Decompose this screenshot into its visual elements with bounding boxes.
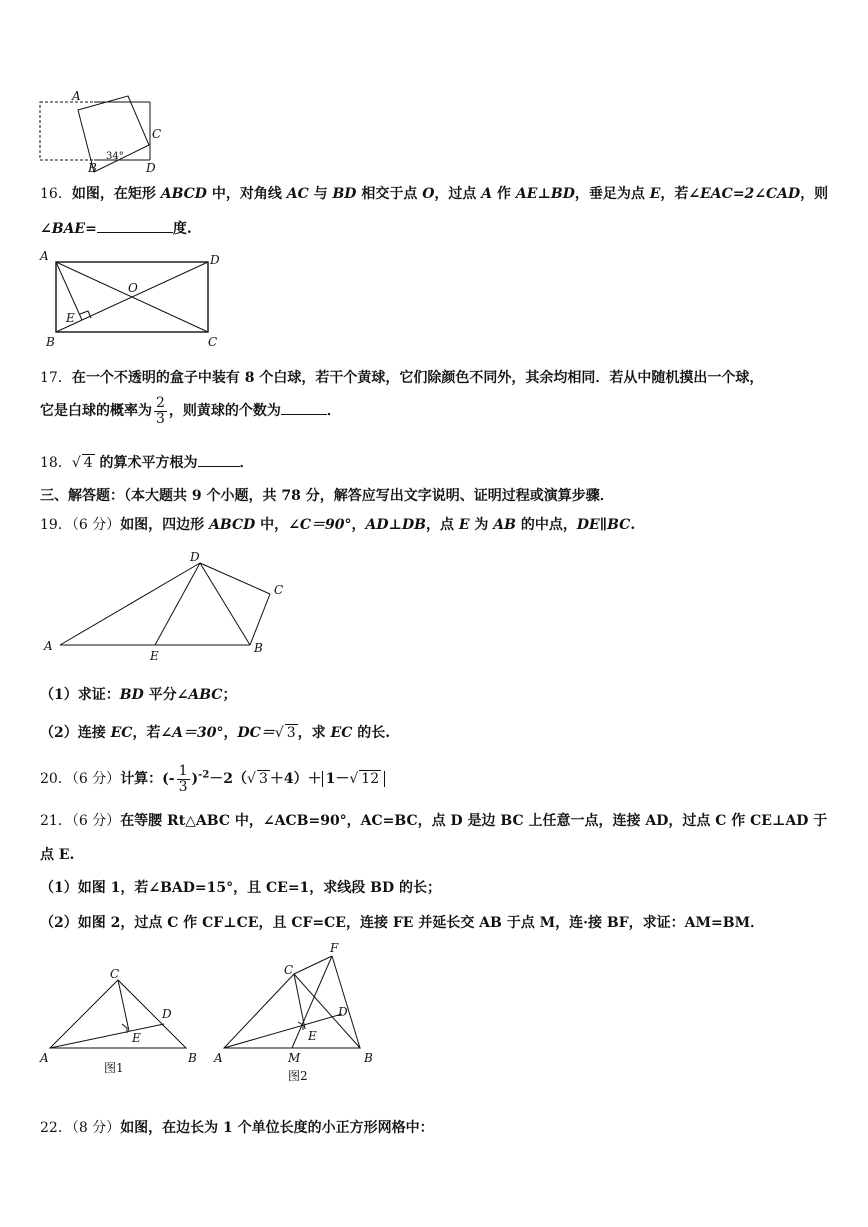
fig16-label-c: C bbox=[208, 335, 218, 349]
q16-bd: BD bbox=[332, 186, 357, 202]
q17-fraction bbox=[154, 396, 167, 426]
fig21a-label-b: B bbox=[188, 1051, 197, 1065]
q16-ac: AC bbox=[286, 186, 309, 202]
q19-s2-radicand: 3 bbox=[286, 725, 296, 741]
fig19-label-c: C bbox=[274, 583, 284, 597]
fig15-label-b: B bbox=[88, 161, 97, 175]
fig21b-segment-cf bbox=[294, 956, 332, 974]
q18-answer-blank[interactable] bbox=[198, 452, 240, 467]
q19-abcd: ABCD bbox=[209, 517, 256, 533]
fig21b-segment-fb bbox=[332, 956, 360, 1048]
q16-a: A bbox=[481, 186, 493, 202]
fig21b-label-a: A bbox=[214, 1051, 223, 1065]
fig19-segment-de bbox=[155, 563, 200, 645]
q19-s2-dc: DC＝ bbox=[237, 725, 275, 741]
fig21b-segment-ad bbox=[224, 1014, 342, 1048]
q17-frac-numerator: 2 bbox=[156, 395, 165, 411]
q17-text-3: ，则黄球的个数为 bbox=[168, 403, 281, 420]
fig16-label-b: B bbox=[46, 335, 55, 349]
q22-number: 22． bbox=[40, 1120, 72, 1136]
fig19-segment-db bbox=[200, 563, 250, 645]
figure-16 bbox=[36, 248, 226, 350]
q19-s2-ec-2: EC bbox=[330, 725, 353, 741]
q17-end: ． bbox=[326, 403, 341, 420]
q16-abcd: ABCD bbox=[160, 186, 207, 202]
q20-radicand-2: 12 bbox=[361, 771, 380, 788]
q20-number: 20． bbox=[40, 771, 72, 788]
q16-condition: ∠EAC=2∠CAD bbox=[688, 186, 801, 202]
fig21b-label-c: C bbox=[284, 963, 294, 977]
figure-21-2 bbox=[210, 936, 390, 1084]
q16-text-3: 与 bbox=[308, 186, 333, 202]
section-3-heading: 三、解答题：（本大题共 9 个小题，共 78 分，解答应写出文字说明、证明过程或演算步骤． bbox=[40, 488, 614, 504]
q20-score: （6 分） bbox=[71, 771, 121, 788]
q16-number: 16． bbox=[40, 186, 72, 202]
figure-19 bbox=[40, 548, 300, 664]
q16-text-4: 相交于点 bbox=[356, 186, 423, 202]
fig21b-label-b: B bbox=[364, 1051, 373, 1065]
q16-text-5: ，过点 bbox=[434, 186, 482, 202]
fig21b-label-f: F bbox=[330, 941, 339, 955]
q21-subquestion-2: （2）如图 2，过点 C 作 CF⊥CE，且 CF=CE，连接 FE 并延长交 AB 于点 M，连·接 BF，求证：AM=BM． bbox=[40, 915, 765, 931]
q19-s2-sqrt: √ 3 bbox=[274, 725, 296, 741]
question-18 bbox=[40, 452, 254, 472]
fig19-segment-ad bbox=[60, 563, 200, 645]
q21-subquestion-1: （1）如图 1，若∠BAD=15°，且 CE=1，求线段 BD 的长； bbox=[40, 880, 442, 896]
question-19 bbox=[40, 514, 635, 534]
q16-bae: ∠BAE= bbox=[40, 221, 97, 237]
q20-frac-denominator: 3 bbox=[178, 778, 188, 795]
q22-text: 如图，在边长为 1 个单位长度的小正方形网格中： bbox=[120, 1120, 434, 1136]
q19-e: E bbox=[458, 517, 470, 533]
fig15-angle-label: 34° bbox=[106, 151, 124, 162]
q16-unit: 度. bbox=[172, 221, 192, 237]
q16-answer-blank[interactable] bbox=[97, 218, 173, 233]
q16-text-9: ，则 bbox=[800, 186, 829, 202]
q20-text-3: －2（ bbox=[209, 771, 248, 788]
question-22 bbox=[40, 1117, 434, 1137]
q20-text-2: ) bbox=[191, 771, 199, 788]
q17-text-1: 在一个不透明的盒子中装有 8 个白球，若干个黄球，它们除颜色不同外，其余均相同．若从中随机摸出一个球， bbox=[71, 370, 764, 386]
fig19-segment-cb bbox=[250, 594, 270, 645]
q19-s1-end: ； bbox=[222, 687, 237, 703]
q20-fraction bbox=[177, 764, 190, 794]
fig19-label-a: A bbox=[44, 639, 53, 653]
fig15-label-a: A bbox=[72, 89, 81, 103]
fig21a-label-c: C bbox=[110, 967, 120, 981]
q16-text-7: ，垂足为点 bbox=[574, 186, 650, 202]
question-21-line2: 点 E. bbox=[40, 847, 75, 863]
question-16-line2 bbox=[40, 218, 192, 238]
q17-number: 17． bbox=[40, 370, 72, 386]
q19-subquestion-1 bbox=[40, 684, 236, 704]
q21-text-1: 在等腰 Rt△ABC 中，∠ACB=90°，AC=BC，点 D 是边 BC 上任意一点，连接 AD，过点 C 作 CE⊥AD 于 bbox=[120, 813, 828, 829]
fig21b-label-m: M bbox=[288, 1051, 301, 1065]
question-17-line1 bbox=[40, 367, 763, 387]
q21-score: （6 分） bbox=[71, 813, 121, 829]
fig21b-label-e: E bbox=[308, 1029, 317, 1043]
q19-s1-bd: BD bbox=[119, 687, 144, 703]
q20-sqrt-1: √ 3 bbox=[247, 771, 268, 788]
q20-text-1: 计算：(- bbox=[120, 771, 175, 788]
question-16-line1 bbox=[40, 183, 828, 203]
q19-score: （6 分） bbox=[71, 517, 121, 533]
q19-text-3: ， bbox=[351, 517, 366, 533]
fig21a-segment-ce bbox=[118, 980, 129, 1031]
fig15-dashed-rect bbox=[40, 102, 150, 160]
question-17-line2 bbox=[40, 396, 341, 426]
q20-sqrt-2: √ 12 bbox=[349, 771, 380, 788]
fig21b-caption: 图2 bbox=[288, 1069, 308, 1083]
q17-text-2: 它是白球的概率为 bbox=[40, 403, 152, 420]
q22-score: （8 分） bbox=[71, 1120, 121, 1136]
q21-number: 21． bbox=[40, 813, 72, 829]
figure-15 bbox=[36, 86, 166, 176]
fig21a-label-e: E bbox=[132, 1031, 141, 1045]
fig19-segment-dc bbox=[200, 563, 270, 594]
q16-text-8: ，若 bbox=[660, 186, 689, 202]
q19-s1-text-2: 平分 bbox=[143, 687, 177, 703]
q19-text-6: 的中点， bbox=[515, 517, 577, 533]
q19-s1-angle: ∠ABC bbox=[176, 687, 223, 703]
q19-s2-ec: EC bbox=[110, 725, 133, 741]
q19-s2-text-3: ， bbox=[223, 725, 238, 741]
q18-sqrt: √ 4 bbox=[71, 455, 93, 471]
fig16-label-e: E bbox=[66, 311, 75, 325]
question-20 bbox=[40, 764, 385, 794]
fig16-label-o: O bbox=[128, 281, 138, 295]
q19-text-7: . bbox=[630, 517, 636, 533]
q18-end: ． bbox=[239, 455, 254, 471]
fig16-label-a: A bbox=[40, 249, 49, 263]
q16-o: O bbox=[422, 186, 435, 202]
q19-text-4: ，点 bbox=[425, 517, 459, 533]
q20-exponent: -2 bbox=[198, 769, 210, 781]
q20-text-4: ＋4）＋ bbox=[269, 771, 322, 788]
fig21a-caption: 图1 bbox=[104, 1061, 124, 1075]
fig21a-label-d: D bbox=[162, 1007, 172, 1021]
fig15-label-c: C bbox=[152, 127, 162, 141]
q20-absolute-value bbox=[322, 771, 386, 787]
q20-abs-text: 1－ bbox=[325, 771, 350, 788]
q19-subquestion-2 bbox=[40, 722, 390, 742]
fig15-label-d: D bbox=[146, 161, 156, 175]
q19-s1-text-1: （1）求证： bbox=[40, 687, 120, 703]
fig19-label-d: D bbox=[190, 550, 200, 564]
fig19-label-b: B bbox=[254, 641, 263, 655]
q19-text-2: 中， bbox=[255, 517, 289, 533]
q19-text-1: 如图，四边形 bbox=[120, 517, 210, 533]
q16-text-2: 中，对角线 bbox=[206, 186, 287, 202]
q16-e: E bbox=[649, 186, 661, 202]
q18-number: 18． bbox=[40, 455, 72, 471]
q19-s2-text-1: （2）连接 bbox=[40, 725, 111, 741]
q19-s2-end: 的长. bbox=[352, 725, 391, 741]
figure-21-1 bbox=[36, 962, 206, 1080]
q16-text-1: 如图，在矩形 bbox=[71, 186, 161, 202]
fig21a-label-a: A bbox=[40, 1051, 49, 1065]
q19-s2-text-2: ，若 bbox=[132, 725, 161, 741]
q19-s2-angle-a: ∠A＝30° bbox=[160, 725, 224, 741]
q20-radicand-1: 3 bbox=[258, 771, 268, 788]
q19-de-parallel-bc: DE∥BC bbox=[576, 517, 631, 533]
fig21a-segment-ad bbox=[50, 1024, 164, 1048]
q19-s2-text-4: ，求 bbox=[297, 725, 331, 741]
q17-frac-denominator: 3 bbox=[156, 410, 165, 427]
q19-ab: AB bbox=[493, 517, 516, 533]
q19-number: 19． bbox=[40, 517, 72, 533]
q18-text: 的算术平方根为 bbox=[94, 455, 198, 471]
q19-angle-c: ∠C＝90° bbox=[288, 517, 352, 533]
question-21-line1 bbox=[40, 810, 827, 830]
fig21b-label-d: D bbox=[338, 1005, 348, 1019]
q19-text-5: 为 bbox=[469, 517, 494, 533]
fig16-label-d: D bbox=[210, 253, 220, 267]
fig19-label-e: E bbox=[150, 649, 159, 663]
q17-answer-blank[interactable] bbox=[281, 400, 327, 415]
q18-radicand: 4 bbox=[83, 455, 93, 471]
q16-text-6: 作 bbox=[492, 186, 516, 202]
q19-ad-perp-db: AD⊥DB bbox=[365, 517, 426, 533]
q20-frac-numerator: 1 bbox=[178, 763, 188, 779]
q16-ae-perp-bd: AE⊥BD bbox=[515, 186, 575, 202]
